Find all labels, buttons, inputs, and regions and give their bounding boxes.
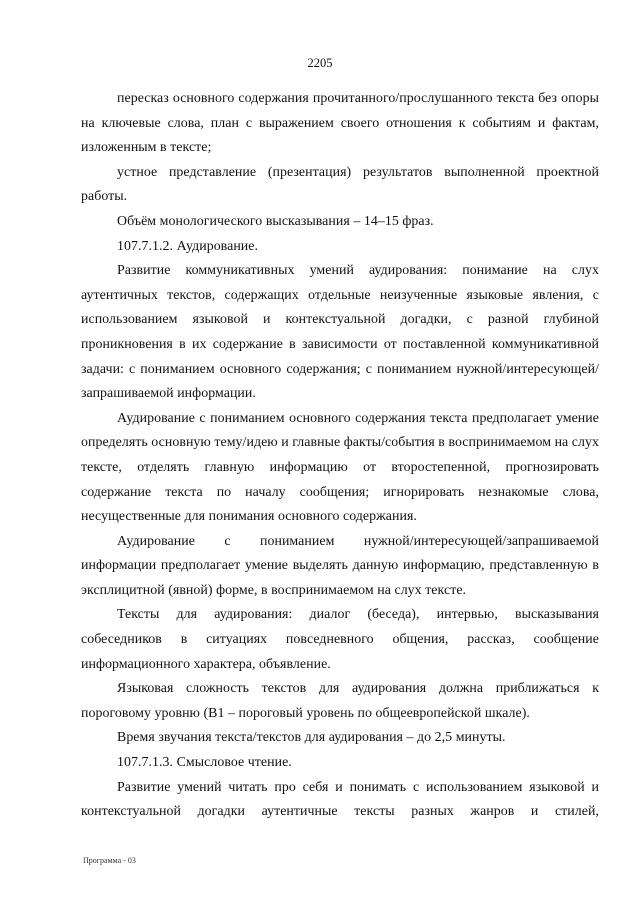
paragraph-monologue-volume: Объём монологического высказывания – 14–15 фраз. bbox=[117, 213, 434, 229]
paragraph-retelling: пересказ основного содержания прочитанного/прослушанного текста без опоры на ключевые слова, план с выражением своего отношения к событиям и фактам, изложенным в тексте; bbox=[81, 91, 599, 156]
body-text bbox=[81, 87, 599, 825]
paragraph-project-presentation: устное представление (презентация) результатов выполненной проектной работы. bbox=[81, 164, 599, 205]
paragraph-listening-main-content: Аудирование с пониманием основного содержания текста предполагает умение определять основную тему/идею и главные факты/события в воспринимаемом на слух тексте, отделять главную информацию от второстепенной, прогнозировать содержание текста по началу сообщения; игнорировать незнакомые слова, несущественные для понимания основного содержания. bbox=[81, 410, 599, 525]
paragraph-listening-duration: Время звучания текста/текстов для аудирования – до 2,5 минуты. bbox=[117, 730, 506, 746]
paragraph-listening-skills: Развитие коммуникативных умений аудирования: понимание на слух аутентичных текстов, содержащих отдельные неизученные языковые явления, с использованием языковой и контекстуальной догадки, с разной глубиной проникновения в их содержание в зависимости от поставленной коммуникативной задачи: с пониманием основного содержания; с пониманием нужной/интересующей/запрашиваемой информации. bbox=[81, 263, 599, 402]
page-footer: Программа - 03 bbox=[83, 856, 136, 865]
paragraph-listening-texts: Тексты для аудирования: диалог (беседа), интервью, высказывания собеседников в ситуациях повседневного общения, рассказ, сообщение информационного характера, объявление. bbox=[81, 607, 599, 672]
paragraph-listening-complexity: Языковая сложность текстов для аудирования должна приближаться к пороговому уровню (B1 – пороговый уровень по общеевропейской шкале). bbox=[81, 681, 599, 721]
paragraph-listening-specific-info: Аудирование с пониманием нужной/интересующей/запрашиваемой информации предполагает умение выделять данную информацию, представленную в эксплицитной (явной) форме, в воспринимаемом на слух тексте. bbox=[81, 533, 599, 598]
page-number: 2205 bbox=[307, 56, 333, 70]
paragraph-reading-skills: Развитие умений читать про себя и понимать с использованием языковой и контекстуальной догадки аутентичные тексты разных жанров и стилей, bbox=[81, 779, 599, 820]
section-heading-reading: 107.7.1.3. Смысловое чтение. bbox=[117, 755, 292, 771]
section-heading-listening: 107.7.1.2. Аудирование. bbox=[117, 238, 259, 254]
